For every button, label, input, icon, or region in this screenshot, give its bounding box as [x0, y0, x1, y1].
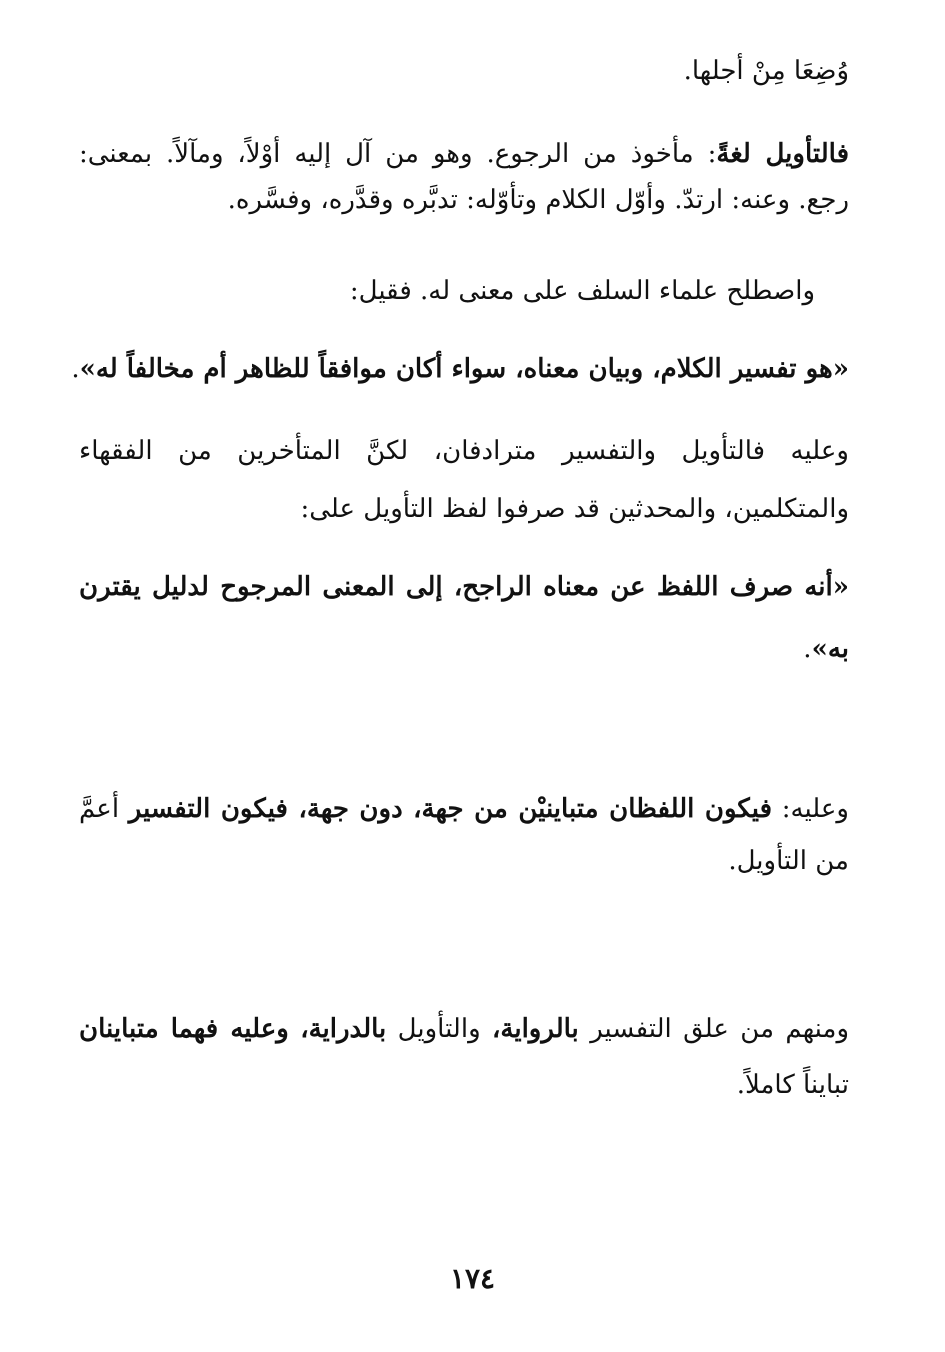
paragraph-6-line-2	[79, 630, 849, 668]
paragraph-2	[79, 135, 849, 219]
paragraph-8-bold-2: بالدراية،	[300, 1014, 387, 1044]
quote-end-period: .	[803, 634, 812, 664]
paragraph-1-line-1: وُضِعَا مِنْ أجلها.	[683, 56, 849, 86]
paragraph-3-line-1: واصطلح علماء السلف على معنى له. فقيل:	[349, 276, 815, 306]
quote-end: به»	[811, 634, 849, 664]
paragraph-7-line-1	[79, 790, 849, 828]
paragraph-8-bold-3: وعليه فهما متباينان	[79, 1014, 289, 1044]
paragraph-8-mid: والتأويل	[397, 1014, 481, 1044]
paragraph-8-lead: ومنهم من علق التفسير	[590, 1014, 850, 1044]
paragraph-8-line-1	[79, 1010, 849, 1048]
paragraph-6-line-1: «أنه صرف اللفظ عن معناه الراجح، إلى المعنى المرجوح لدليل يقترن	[79, 572, 849, 602]
paragraph-2-line-1-rest: : مأخوذ من الرجوع. وهو من آل إليه أوْلاً، ومآلاً. بمعنى:	[79, 139, 717, 169]
paragraph-5	[79, 432, 849, 528]
paragraph-3	[45, 272, 815, 310]
paragraph-5-line-1: وعليه فالتأويل والتفسير مترادفان، لكنَّ المتأخرين من الفقهاء	[79, 436, 849, 466]
paragraph-7-lead: وعليه:	[781, 794, 849, 824]
paragraph-8	[79, 1010, 849, 1104]
definition-quote: «هو تفسير الكلام، وبيان معناه، سواء أكان موافقاً للظاهر أم مخالفاً له»	[79, 354, 849, 384]
page-number: ١٧٤	[449, 1262, 496, 1295]
paragraph-2-line-1	[79, 135, 849, 173]
paragraph-7-bold: فيكون اللفظان متباينيْن من جهة، دون جهة، فيكون التفسير	[128, 794, 773, 824]
paragraph-7-line-2: من التأويل.	[728, 846, 849, 876]
paragraph-2-line-2: رجع. وعنه: ارتدّ. وأوّل الكلام وتأوّله: تدبَّره وقدَّره، وفسَّره.	[227, 185, 849, 215]
paragraph-7	[79, 790, 849, 880]
paragraph-1	[79, 52, 849, 90]
paragraph-8-line-2: تبايناً كاملاً.	[736, 1070, 849, 1100]
paragraph-8-bold-1: بالرواية،	[492, 1014, 579, 1044]
quote-period: .	[71, 354, 80, 384]
paragraph-5-line-2: والمتكلمين، والمحدثين قد صرفوا لفظ التأويل على:	[300, 494, 849, 524]
paragraph-4-line-1	[71, 350, 849, 388]
paragraph-7-tail: أعمَّ	[79, 794, 120, 824]
term-tawil-lughatan: فالتأويل لغةً	[716, 139, 850, 169]
paragraph-4	[71, 350, 849, 388]
paragraph-6	[79, 568, 849, 668]
